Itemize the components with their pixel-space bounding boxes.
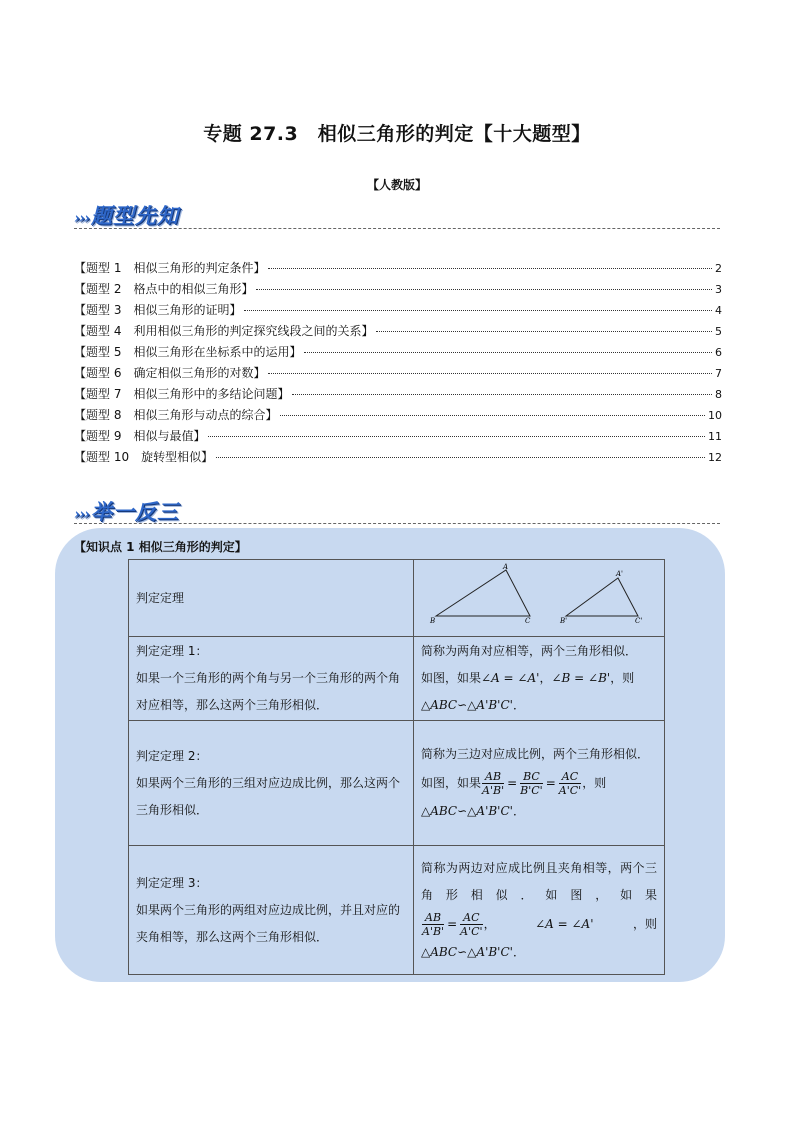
theorem-summary-cell — [414, 637, 665, 721]
theorem-condition-line — [421, 768, 657, 798]
toc-leader-dots — [268, 373, 712, 374]
toc-page-number: 4 — [715, 304, 722, 317]
toc-page-number: 3 — [715, 283, 722, 296]
end-mark: ． — [512, 804, 525, 818]
separator: ， — [539, 671, 552, 685]
theorem-summary: 简称为三边对应成比例，两个三角形相似． — [421, 747, 650, 761]
heading-arrows-icon: ››› — [74, 209, 89, 227]
theorem-statement: 如果两个三角形的两组对应边成比例，并且对应的夹角相等，那么这两个三角形相似． — [136, 902, 401, 944]
condition-suffix: ，则 — [610, 671, 635, 685]
theorem-statement: 如果一个三角形的两个角与另一个三角形的两个角对应相等，那么这两个三角形相似． — [136, 671, 401, 712]
toc-item[interactable] — [74, 322, 722, 343]
equals-sign: = — [507, 776, 518, 790]
fraction-numerator: AB — [482, 770, 504, 784]
theorem-condition-line — [421, 665, 657, 692]
toc-section-heading — [74, 200, 179, 230]
theorem-summary-cell — [414, 846, 665, 975]
toc-item-title: 相似三角形的证明】 — [133, 303, 242, 317]
toc-page-number: 8 — [715, 388, 722, 401]
theorem-title: 判定定理 3： — [136, 875, 208, 890]
toc-page-number: 2 — [715, 262, 722, 275]
toc-leader-dots — [216, 457, 705, 458]
toc-leader-dots — [208, 436, 705, 437]
toc-item-title: 相似三角形的判定条件】 — [133, 261, 266, 275]
label-c-prime: C' — [635, 617, 643, 625]
theorem-conclusion-line — [421, 798, 657, 825]
ratio-fraction — [559, 770, 581, 797]
fraction-denominator: A'B' — [482, 784, 505, 797]
toc-item[interactable] — [74, 343, 722, 364]
toc-item-number: 【题型 4 — [74, 324, 122, 338]
toc-leader-dots — [304, 352, 712, 353]
toc-item-number: 【题型 9 — [74, 429, 122, 443]
toc-item-title: 相似三角形在坐标系中的运用】 — [133, 345, 302, 359]
ratio-fraction — [460, 911, 482, 938]
toc-item-number: 【题型 8 — [74, 408, 122, 422]
label-a-prime: A' — [616, 570, 623, 578]
toc-leader-dots — [280, 415, 705, 416]
end-mark: ． — [512, 944, 525, 959]
toc-leader-dots — [376, 331, 712, 332]
section-divider — [74, 523, 720, 524]
section-divider — [74, 228, 720, 229]
end-mark: ． — [512, 698, 525, 712]
theorem-statement-cell — [129, 637, 414, 721]
toc-leader-dots — [256, 289, 712, 290]
label-c: C — [525, 617, 531, 625]
fraction-denominator: B'C' — [520, 784, 543, 797]
toc-item-title: 利用相似三角形的判定探究线段之间的关系】 — [133, 324, 374, 338]
equals-sign: = — [447, 916, 458, 931]
label-b-prime: B' — [560, 617, 568, 625]
theorem-row — [129, 721, 665, 846]
toc-item-title: 相似三角形中的多结论问题】 — [133, 387, 290, 401]
theorem-table — [128, 559, 665, 975]
heading-arrows-icon: ››› — [74, 505, 89, 523]
toc-item-number: 【题型 3 — [74, 303, 122, 317]
toc-page-number: 7 — [715, 367, 722, 380]
toc-item-number: 【题型 7 — [74, 387, 122, 401]
edition-label: 【人教版】 — [366, 178, 427, 192]
practice-section-heading — [74, 496, 179, 526]
triangle-abc-prime — [566, 578, 638, 616]
toc-item[interactable] — [74, 280, 722, 301]
toc-item-number: 【题型 5 — [74, 345, 122, 359]
triangle-figure-cell — [414, 560, 665, 637]
toc-item[interactable] — [74, 385, 722, 406]
fraction-numerator: BC — [520, 770, 543, 784]
toc-item-title: 格点中的相似三角形】 — [133, 282, 254, 296]
condition-suffix: ，则 — [632, 916, 657, 931]
theorem-row — [129, 637, 665, 721]
theorem-row — [129, 846, 665, 975]
table-of-contents — [74, 259, 722, 469]
toc-item[interactable] — [74, 448, 722, 469]
similarity-conclusion: △ABC∽△A'B'C' — [421, 698, 513, 712]
label-b: B — [430, 617, 436, 625]
fraction-denominator: A'C' — [460, 924, 483, 938]
toc-item[interactable] — [74, 364, 722, 385]
fraction-denominator: A'B' — [422, 924, 445, 938]
fraction-numerator: AC — [460, 911, 482, 925]
theorem-summary-cell — [414, 721, 665, 846]
similar-triangles-figure — [414, 560, 664, 626]
theorem-conclusion-line — [421, 939, 657, 966]
toc-item[interactable] — [74, 259, 722, 280]
ratio-condition — [421, 909, 496, 939]
separator: ， — [483, 916, 496, 931]
theorem-summary: 简称为两边对应成比例且夹角相等，两个三角形相似．如图，如果 — [421, 860, 657, 902]
theorem-title: 判定定理 1： — [136, 644, 208, 658]
theorem-title: 判定定理 2： — [136, 748, 208, 763]
page-title: 专题 27.3 相似三角形的判定【十大题型】 — [203, 123, 591, 145]
condition-suffix: ，则 — [582, 776, 607, 790]
toc-leader-dots — [292, 394, 712, 395]
toc-item-number: 【题型 6 — [74, 366, 122, 380]
toc-item-number: 【题型 1 — [74, 261, 122, 275]
toc-item[interactable] — [74, 406, 722, 427]
similarity-conclusion: △ABC∽△A'B'C' — [421, 804, 513, 818]
table-header-row — [129, 560, 665, 637]
theorem-statement-cell — [129, 721, 414, 846]
label-a: A — [503, 563, 509, 571]
toc-item-title: 确定相似三角形的对数】 — [133, 366, 266, 380]
toc-page-number: 10 — [708, 409, 722, 422]
ratio-fraction — [482, 770, 504, 797]
ratio-fraction — [520, 770, 543, 797]
toc-page-number: 6 — [715, 346, 722, 359]
ratio-fraction — [422, 911, 444, 938]
toc-heading-text: 题型先知 — [91, 203, 179, 228]
fraction-denominator: A'C' — [558, 784, 582, 797]
toc-leader-dots — [244, 310, 712, 311]
toc-item-number: 【题型 10 — [74, 450, 130, 464]
practice-heading-text: 举一反三 — [91, 499, 179, 524]
angle-condition: ∠A = ∠A' — [481, 671, 540, 685]
condition-prefix: 如图，如果 — [421, 776, 482, 790]
similarity-conclusion: △ABC∽△A'B'C' — [421, 944, 513, 959]
toc-leader-dots — [268, 268, 712, 269]
theorem-statement: 如果两个三角形的三组对应边成比例，那么这两个三角形相似． — [136, 775, 401, 817]
toc-item-number: 【题型 2 — [74, 282, 122, 296]
equals-sign: = — [545, 776, 556, 790]
fraction-numerator: AB — [422, 911, 444, 925]
toc-page-number: 11 — [708, 430, 722, 443]
theorem-condition-line — [421, 909, 657, 939]
toc-page-number: 12 — [708, 451, 722, 464]
toc-item-title: 旋转型相似】 — [141, 450, 214, 464]
toc-item-title: 相似与最值】 — [133, 429, 206, 443]
theorem-statement-cell — [129, 846, 414, 975]
triangle-abc — [436, 570, 530, 616]
header-label-cell — [129, 560, 414, 637]
toc-item-title: 相似三角形与动点的综合】 — [133, 408, 278, 422]
header-label: 判定定理 — [136, 590, 185, 605]
theorem-summary: 简称为两角对应相等，两个三角形相似． — [421, 644, 638, 658]
condition-prefix: 如图，如果 — [421, 671, 482, 685]
theorem-conclusion-line — [421, 692, 657, 719]
toc-item[interactable] — [74, 427, 722, 448]
angle-condition: ∠A = ∠A' — [535, 916, 594, 931]
toc-item[interactable] — [74, 301, 722, 322]
toc-page-number: 5 — [715, 325, 722, 338]
knowledge-point-title: 【知识点 1 相似三角形的判定】 — [74, 540, 247, 554]
angle-condition: ∠B = ∠B' — [551, 671, 611, 685]
fraction-numerator: AC — [559, 770, 581, 784]
